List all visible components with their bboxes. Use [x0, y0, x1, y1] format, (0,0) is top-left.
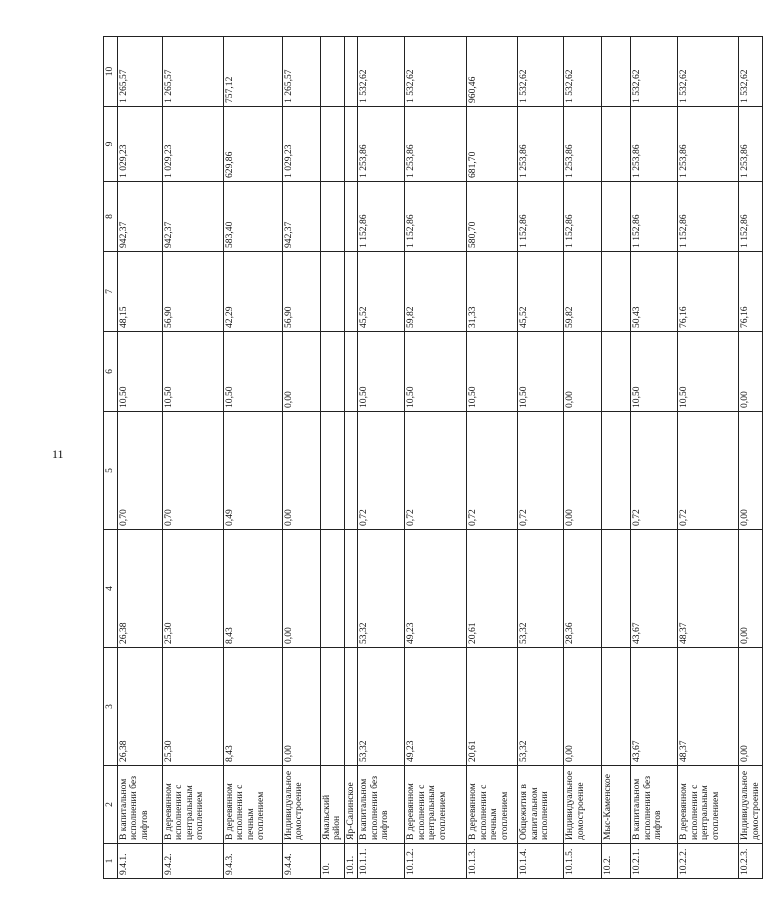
column-number-header: 5: [104, 412, 118, 530]
row-code-cell: 10.1.4.: [518, 844, 564, 879]
value-cell: 942,37: [162, 182, 223, 252]
value-cell: 43,67: [631, 648, 678, 766]
value-cell: [344, 648, 358, 766]
page-number: 11: [52, 447, 64, 461]
value-cell: [320, 332, 344, 412]
column-number-header: 2: [104, 766, 118, 844]
value-cell: 960,46: [467, 37, 518, 107]
table-row: [344, 37, 358, 879]
table-row: [358, 37, 405, 879]
header-row: [104, 37, 118, 879]
value-cell: 1 532,62: [518, 37, 564, 107]
table-row: [282, 37, 320, 879]
column-number-header: 8: [104, 182, 118, 252]
value-cell: 53,32: [358, 530, 405, 648]
value-cell: 48,37: [678, 530, 739, 648]
value-cell: 0,00: [282, 530, 320, 648]
value-cell: 26,38: [117, 530, 162, 648]
row-description-cell: Индивидуальное домостроение: [564, 766, 602, 844]
value-cell: [602, 252, 631, 332]
value-cell: 583,40: [223, 182, 282, 252]
value-cell: 28,36: [564, 530, 602, 648]
table-row: [631, 37, 678, 879]
value-cell: 1 265,57: [117, 37, 162, 107]
value-cell: [320, 530, 344, 648]
value-cell: 1 532,62: [678, 37, 739, 107]
value-cell: 25,30: [162, 530, 223, 648]
value-cell: 59,82: [564, 252, 602, 332]
value-cell: 45,52: [358, 252, 405, 332]
value-cell: 1 152,86: [518, 182, 564, 252]
row-description-cell: В деревянном исполнении с печным отоплением: [223, 766, 282, 844]
value-cell: [344, 107, 358, 182]
value-cell: 1 253,86: [678, 107, 739, 182]
value-cell: 43,67: [631, 530, 678, 648]
value-cell: [602, 182, 631, 252]
value-cell: 1 265,57: [282, 37, 320, 107]
value-cell: 0,00: [739, 412, 763, 530]
value-cell: 8,43: [223, 648, 282, 766]
value-cell: [602, 332, 631, 412]
row-code-cell: 10.2.: [602, 844, 631, 879]
value-cell: 0,00: [739, 332, 763, 412]
value-cell: 1 152,86: [564, 182, 602, 252]
value-cell: 20,61: [467, 648, 518, 766]
table-row: [739, 37, 763, 879]
value-cell: 0,00: [282, 648, 320, 766]
value-cell: 629,86: [223, 107, 282, 182]
value-cell: 50,43: [631, 252, 678, 332]
row-code-cell: 10.2.2.: [678, 844, 739, 879]
value-cell: 20,61: [467, 530, 518, 648]
value-cell: 10,50: [117, 332, 162, 412]
row-code-cell: 10.1.: [344, 844, 358, 879]
row-description-cell: В капитальном исполнении без лифтов: [631, 766, 678, 844]
value-cell: 10,50: [518, 332, 564, 412]
value-cell: 757,12: [223, 37, 282, 107]
value-cell: 10,50: [223, 332, 282, 412]
column-number-header: 3: [104, 648, 118, 766]
value-cell: [344, 530, 358, 648]
value-cell: 0,70: [162, 412, 223, 530]
value-cell: 1 253,86: [405, 107, 467, 182]
value-cell: [320, 252, 344, 332]
value-cell: 0,00: [739, 648, 763, 766]
value-cell: 1 532,62: [739, 37, 763, 107]
value-cell: 56,90: [162, 252, 223, 332]
value-cell: [344, 332, 358, 412]
value-cell: 1 152,86: [739, 182, 763, 252]
value-cell: 48,37: [678, 648, 739, 766]
value-cell: 0,70: [117, 412, 162, 530]
value-cell: [320, 412, 344, 530]
row-description-cell: В капитальном исполнении без лифтов: [358, 766, 405, 844]
value-cell: 56,90: [282, 252, 320, 332]
table-row: [518, 37, 564, 879]
table-row: [223, 37, 282, 879]
value-cell: 53,32: [358, 648, 405, 766]
value-cell: 1 029,23: [117, 107, 162, 182]
row-description-cell: В капитальном исполнении без лифтов: [117, 766, 162, 844]
value-cell: 0,49: [223, 412, 282, 530]
row-code-cell: 9.4.1.: [117, 844, 162, 879]
value-cell: [320, 648, 344, 766]
value-cell: 0,00: [282, 332, 320, 412]
value-cell: 942,37: [282, 182, 320, 252]
value-cell: 1 253,86: [631, 107, 678, 182]
row-description-cell: Яр-Салинское: [344, 766, 358, 844]
value-cell: 10,50: [162, 332, 223, 412]
value-cell: 1 029,23: [162, 107, 223, 182]
value-cell: 0,00: [282, 412, 320, 530]
column-number-header: 1: [104, 844, 118, 879]
value-cell: 53,32: [518, 530, 564, 648]
table-row: [320, 37, 344, 879]
table-row: [162, 37, 223, 879]
table-row: [405, 37, 467, 879]
value-cell: 1 532,62: [358, 37, 405, 107]
value-cell: 0,00: [564, 332, 602, 412]
column-number-header: 6: [104, 332, 118, 412]
value-cell: 76,16: [678, 252, 739, 332]
value-cell: 53,32: [518, 648, 564, 766]
row-code-cell: 10.2.3.: [739, 844, 763, 879]
table-row: [467, 37, 518, 879]
value-cell: 0,72: [358, 412, 405, 530]
value-cell: 1 532,62: [405, 37, 467, 107]
column-number-header: 4: [104, 530, 118, 648]
value-cell: 45,52: [518, 252, 564, 332]
tariff-table: [103, 36, 763, 879]
value-cell: [602, 530, 631, 648]
value-cell: 0,72: [405, 412, 467, 530]
value-cell: 49,23: [405, 648, 467, 766]
row-description-cell: В деревянном исполнении с центральным отоплением: [678, 766, 739, 844]
row-description-cell: Мыс-Каменское: [602, 766, 631, 844]
value-cell: [344, 412, 358, 530]
column-number-header: 10: [104, 37, 118, 107]
value-cell: 25,30: [162, 648, 223, 766]
value-cell: [602, 37, 631, 107]
row-code-cell: 9.4.2.: [162, 844, 223, 879]
row-code-cell: 10.2.1.: [631, 844, 678, 879]
value-cell: 1 253,86: [358, 107, 405, 182]
row-code-cell: 10.1.5.: [564, 844, 602, 879]
tariff-table-rotated: [103, 37, 761, 879]
value-cell: [344, 37, 358, 107]
value-cell: 59,82: [405, 252, 467, 332]
row-description-cell: Ямальский район: [320, 766, 344, 844]
value-cell: 1 532,62: [631, 37, 678, 107]
value-cell: 0,00: [564, 412, 602, 530]
row-description-cell: В деревянном исполнении с печным отоплением: [467, 766, 518, 844]
row-description-cell: Индивидуальное домостроение: [282, 766, 320, 844]
value-cell: 1 029,23: [282, 107, 320, 182]
table-row: [678, 37, 739, 879]
column-number-header: 7: [104, 252, 118, 332]
row-description-cell: Индивидуальное домостроение: [739, 766, 763, 844]
value-cell: 31,33: [467, 252, 518, 332]
value-cell: 10,50: [405, 332, 467, 412]
value-cell: 942,37: [117, 182, 162, 252]
value-cell: 1 152,86: [631, 182, 678, 252]
value-cell: 1 152,86: [405, 182, 467, 252]
value-cell: 10,50: [631, 332, 678, 412]
value-cell: 49,23: [405, 530, 467, 648]
value-cell: 1 152,86: [358, 182, 405, 252]
value-cell: 1 253,86: [739, 107, 763, 182]
value-cell: 10,50: [678, 332, 739, 412]
value-cell: 1 253,86: [518, 107, 564, 182]
row-description-cell: В деревянном исполнении с центральным отоплением: [405, 766, 467, 844]
row-description-cell: В деревянном исполнении с центральным отоплением: [162, 766, 223, 844]
value-cell: [602, 412, 631, 530]
table-row: [564, 37, 602, 879]
value-cell: [320, 107, 344, 182]
value-cell: 1 152,86: [678, 182, 739, 252]
row-code-cell: 9.4.3.: [223, 844, 282, 879]
value-cell: 10,50: [358, 332, 405, 412]
value-cell: 48,15: [117, 252, 162, 332]
row-code-cell: 10.: [320, 844, 344, 879]
value-cell: 0,72: [467, 412, 518, 530]
value-cell: 1 532,62: [564, 37, 602, 107]
value-cell: 0,72: [678, 412, 739, 530]
value-cell: 681,70: [467, 107, 518, 182]
row-code-cell: 9.4.4.: [282, 844, 320, 879]
value-cell: 76,16: [739, 252, 763, 332]
table-row: [117, 37, 162, 879]
row-description-cell: Общежития в капитальном исполнении: [518, 766, 564, 844]
value-cell: [320, 182, 344, 252]
row-code-cell: 10.1.3.: [467, 844, 518, 879]
value-cell: 1 265,57: [162, 37, 223, 107]
value-cell: 0,00: [564, 648, 602, 766]
row-code-cell: 10.1.2.: [405, 844, 467, 879]
row-code-cell: 10.1.1.: [358, 844, 405, 879]
value-cell: 0,72: [518, 412, 564, 530]
table-row: [602, 37, 631, 879]
value-cell: 580,70: [467, 182, 518, 252]
column-number-header: 9: [104, 107, 118, 182]
value-cell: [344, 182, 358, 252]
value-cell: [602, 648, 631, 766]
value-cell: [602, 107, 631, 182]
value-cell: 8,43: [223, 530, 282, 648]
value-cell: 26,38: [117, 648, 162, 766]
value-cell: [344, 252, 358, 332]
value-cell: 1 253,86: [564, 107, 602, 182]
value-cell: 0,72: [631, 412, 678, 530]
table-body: [104, 37, 763, 879]
value-cell: [320, 37, 344, 107]
value-cell: 10,50: [467, 332, 518, 412]
value-cell: 0,00: [739, 530, 763, 648]
value-cell: 42,29: [223, 252, 282, 332]
